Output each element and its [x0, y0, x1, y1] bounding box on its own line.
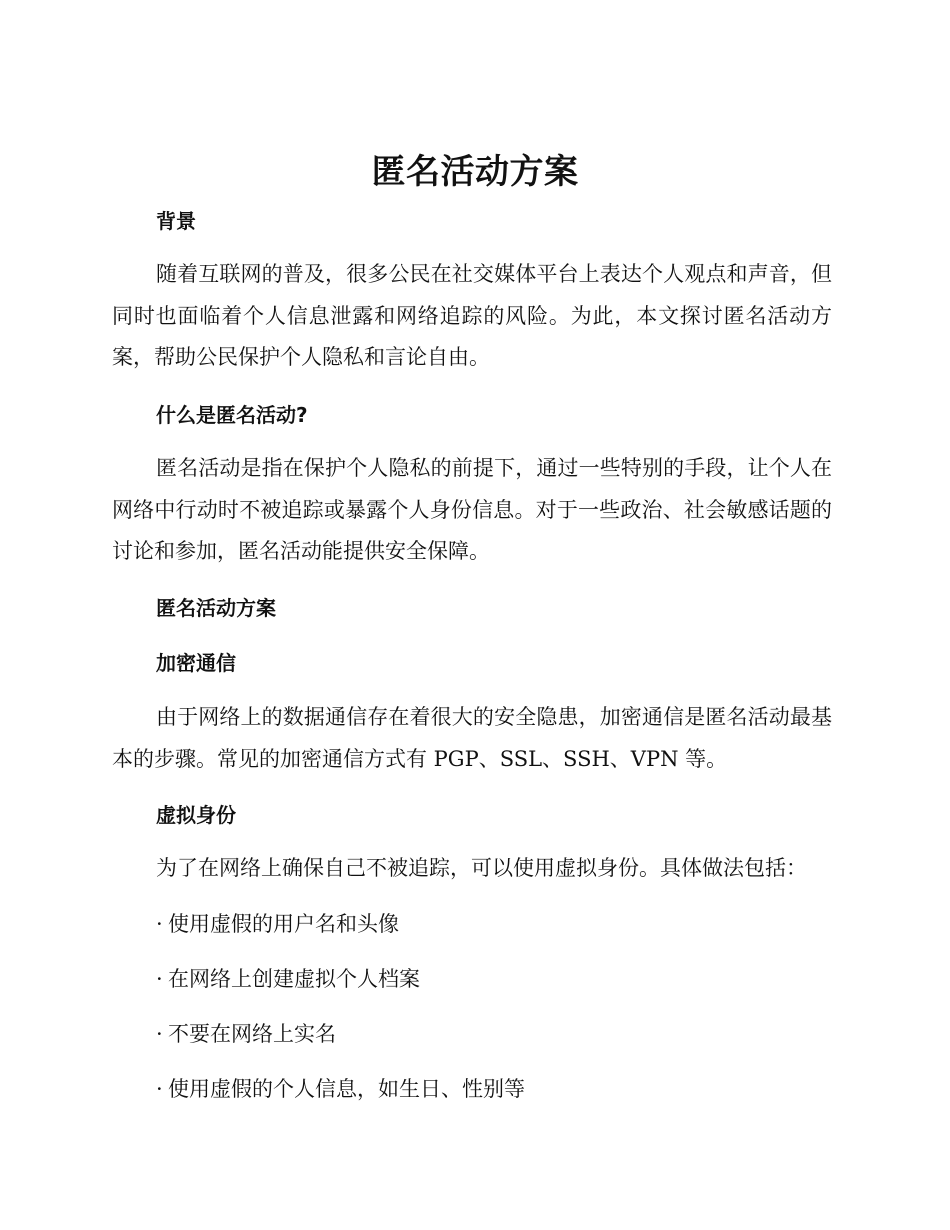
list-item-text: 使用虚假的用户名和头像 — [168, 912, 399, 936]
paragraph-what-is-anonymous-activity: 匿名活动是指在保护个人隐私的前提下，通过一些特别的手段，让个人在网络中行动时不被追踪或暴露个人身份信息。对于一些政治、社会敏感话题的讨论和参加，匿名活动能提供安全保障。 — [112, 456, 832, 563]
paragraph-virtual-identity-intro: 为了在网络上确保自己不被追踪，可以使用虚拟身份。具体做法包括： — [156, 856, 807, 880]
paragraph-background: 随着互联网的普及，很多公民在社交媒体平台上表达个人观点和声音，但同时也面临着个人信息泄露和网络追踪的风险。为此，本文探讨匿名活动方案，帮助公民保护个人隐私和言论自由。 — [112, 262, 832, 369]
list-item-text: 在网络上创建虚拟个人档案 — [168, 967, 420, 991]
list-item — [156, 908, 399, 940]
bullet-marker: · — [156, 1022, 163, 1046]
heading-encrypted-communication: 加密通信 — [156, 651, 236, 675]
heading-virtual-identity: 虚拟身份 — [156, 803, 236, 827]
list-item — [156, 1018, 336, 1050]
list-item — [156, 1073, 525, 1105]
heading-background: 背景 — [156, 209, 196, 233]
paragraph-encrypted-communication: 由于网络上的数据通信存在着很大的安全隐患，加密通信是匿名活动最基本的步骤。常见的加密通信方式有 PGP、SSL、SSH、VPN 等。 — [112, 705, 832, 771]
heading-what-is-anonymous-activity: 什么是匿名活动? — [156, 403, 308, 427]
list-item-text: 不要在网络上实名 — [168, 1022, 336, 1046]
bullet-marker: · — [156, 1077, 163, 1101]
bullet-marker: · — [156, 912, 163, 936]
bullet-marker: · — [156, 967, 163, 991]
list-item-text: 使用虚假的个人信息，如生日、性别等 — [168, 1077, 525, 1101]
document-title: 匿名活动方案 — [371, 152, 579, 192]
heading-anonymous-activity-plan: 匿名活动方案 — [156, 596, 276, 620]
list-item — [156, 963, 420, 995]
